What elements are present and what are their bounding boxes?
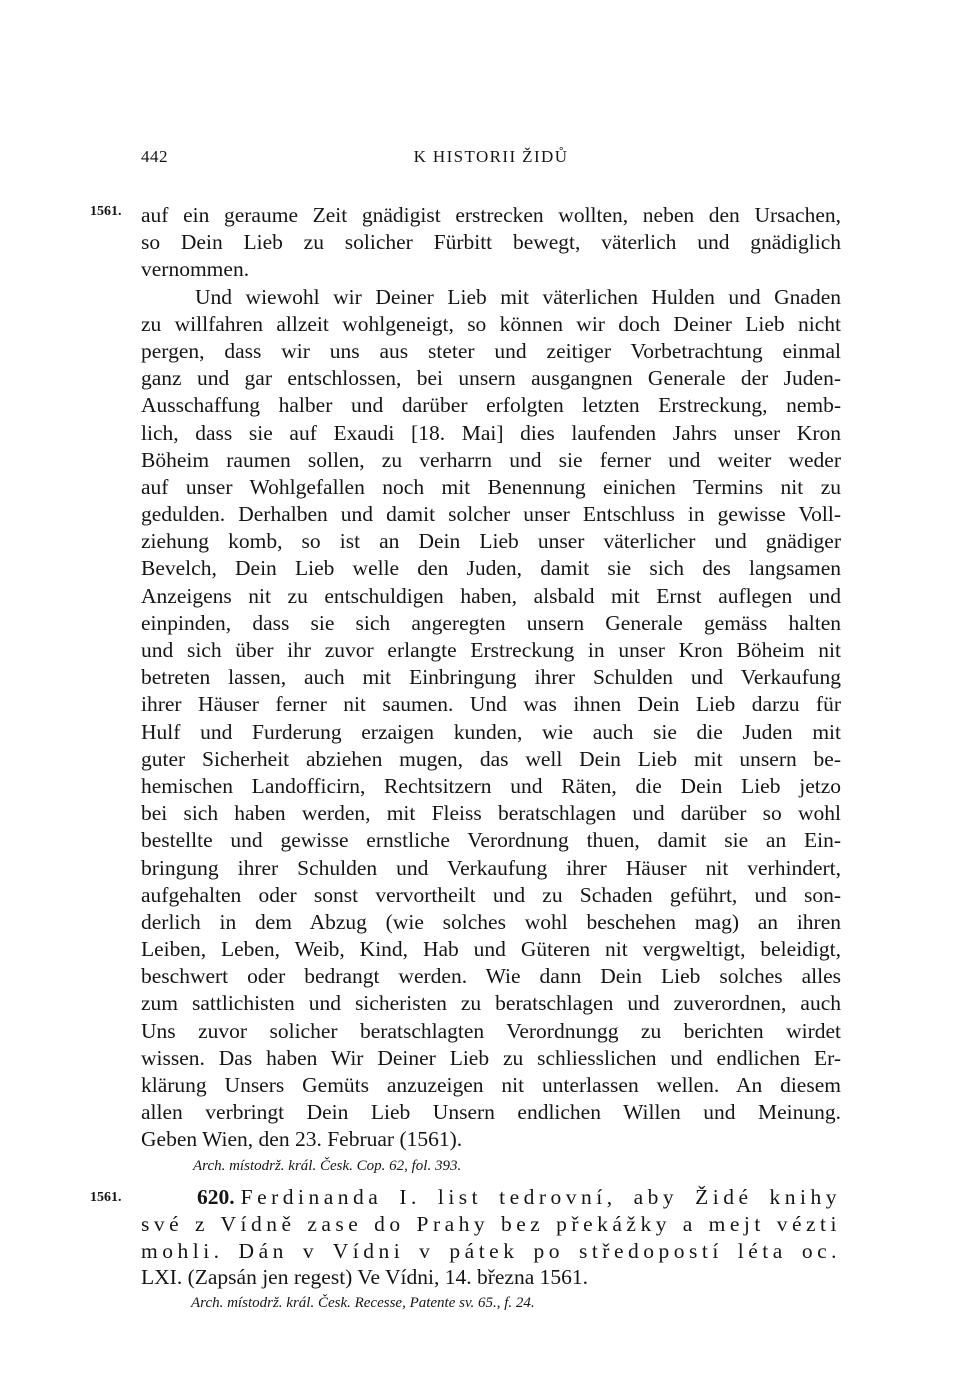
entry-number: 620.: [197, 1185, 235, 1209]
text-line: gedulden. Derhalben und damit solcher unser Entschluss in gewisse Voll-: [141, 502, 841, 527]
regest-first-line: [141, 1184, 841, 1211]
text-line: hemischen Landofficirn, Rechtsitzern und Räten, die Dein Lieb jetzo: [141, 773, 841, 798]
entry-619-text: [141, 202, 841, 1178]
text-line: Hulf und Furderung erzaigen kunden, wie auch sie die Juden mit: [141, 719, 841, 744]
text-line: mohli. Dán v Vídni v pátek po středopostí léta oc.: [141, 1238, 841, 1263]
text-line: klärung Unsers Gemüts anzuzeigen nit unterlassen wellen. An diesem: [141, 1073, 841, 1097]
text-line: Anzeigens nit zu entschuldigen haben, alsbald mit Ernst auflegen und: [141, 583, 841, 608]
text-line: své z Vídně zase do Prahy bez překážky a mejt vézti: [141, 1211, 841, 1236]
text-line: Ausschaffung halber und darüber erfolgten letzten Erstreckung, nemb-: [141, 393, 841, 418]
text-line: pergen, dass wir uns aus steter und zeitiger Vorbetrachtung einmal: [141, 338, 841, 363]
paragraph-first-line: Und wiewohl wir Deiner Lieb mit väterlichen Hulden und Gnaden: [195, 284, 841, 309]
archive-citation: Arch. místodrž. král. Česk. Recesse, Patente sv. 65., f. 24.: [191, 1295, 535, 1312]
text-line: einpinden, dass sie sich angeregten unsern Generale gemäss halten: [141, 610, 841, 635]
text-line: auf ein geraume Zeit gnädigist erstrecken wollten, neben den Ursachen,: [141, 203, 841, 227]
text-line: Böheim raumen sollen, zu verharrn und sie ferner und weiter weder: [141, 447, 841, 472]
text-line: guter Sicherheit abziehen mugen, das well Dein Lieb mit unsern be-: [141, 746, 841, 771]
text-line: ziehung komb, so ist an Dein Lieb unser väterlicher und gnädiger: [141, 529, 841, 554]
text-line: LXI. (Zapsán jen regest) Ve Vídni, 14. března 1561.: [141, 1265, 588, 1290]
text-line: betreten lassen, auch mit Einbringung ihrer Schulden und Verkaufung: [141, 665, 841, 690]
text-line: aufgehalten oder sonst vervortheilt und zu Schaden geführt, und son-: [141, 882, 841, 907]
text-line: wissen. Das haben Wir Deiner Lieb zu schliesslichen und endlichen Er-: [141, 1045, 841, 1070]
text-line: ihrer Häuser ferner nit saumen. Und was ihnen Dein Lieb darzu für: [141, 692, 841, 717]
text-line: lich, dass sie auf Exaudi [18. Mai] dies laufenden Jahrs unser Kron: [141, 420, 841, 445]
entry-620-year: 1561.: [90, 1190, 122, 1205]
text-line: zu willfahren allzeit wohlgeneigt, so können wir doch Deiner Lieb nicht: [141, 311, 841, 336]
text-line: bei sich haben werden, mit Fleiss beratschlagen und darüber so wohl: [141, 801, 841, 826]
text-line: derlich in dem Abzug (wie solches wohl beschehen mag) an ihren: [141, 909, 841, 934]
text-line: zum sattlichisten und sicheristen zu beratschlagen und zuverordnen, auch: [141, 991, 841, 1016]
text-line: Uns zuvor solicher beratschlagten Verordnungg zu berichten wirdet: [141, 1018, 841, 1043]
text-line: so Dein Lieb zu solicher Fürbitt bewegt, väterlich und gnädiglich: [141, 230, 841, 255]
text-line: Geben Wien, den 23. Februar (1561).: [141, 1127, 463, 1152]
text-line: auf unser Wohlgefallen noch mit Benennung einichen Termins nit zu: [141, 474, 841, 499]
regest-title: Ferdinanda I. list tedrovní, aby Židé knihy: [240, 1185, 841, 1209]
text-line: bringung ihrer Schulden und Verkaufung ihrer Häuser nit verhindert,: [141, 855, 841, 880]
running-head: [141, 147, 841, 171]
text-line: und sich über ihr zuvor erlangte Erstreckung in unser Kron Böheim nit: [141, 638, 841, 662]
running-title: K HISTORII ŽIDŮ: [413, 147, 569, 166]
text-line: beschwert oder bedrangt werden. Wie dann Dein Lieb solches alles: [141, 964, 841, 989]
page-number: 442: [141, 147, 168, 166]
entry-619-year: 1561.: [90, 204, 122, 219]
text-line: ganz und gar entschlossen, bei unsern ausgangnen Generale der Juden-: [141, 366, 841, 391]
text-line: bestellte und gewisse ernstliche Verordnung thuen, damit sie an Ein-: [141, 828, 841, 853]
text-line: allen verbringt Dein Lieb Unsern endlichen Willen und Meinung.: [141, 1100, 841, 1125]
entry-620-regest: [141, 1184, 841, 1315]
text-line: Leiben, Leben, Weib, Kind, Hab und Güteren nit vergweltigt, beleidigt,: [141, 937, 841, 962]
text-line: Bevelch, Dein Lieb welle den Juden, damit sie sich des langsamen: [141, 556, 841, 581]
archive-citation: Arch. místodrž. král. Česk. Cop. 62, fol. 393.: [193, 1157, 462, 1174]
text-line: vernommen.: [141, 257, 250, 282]
